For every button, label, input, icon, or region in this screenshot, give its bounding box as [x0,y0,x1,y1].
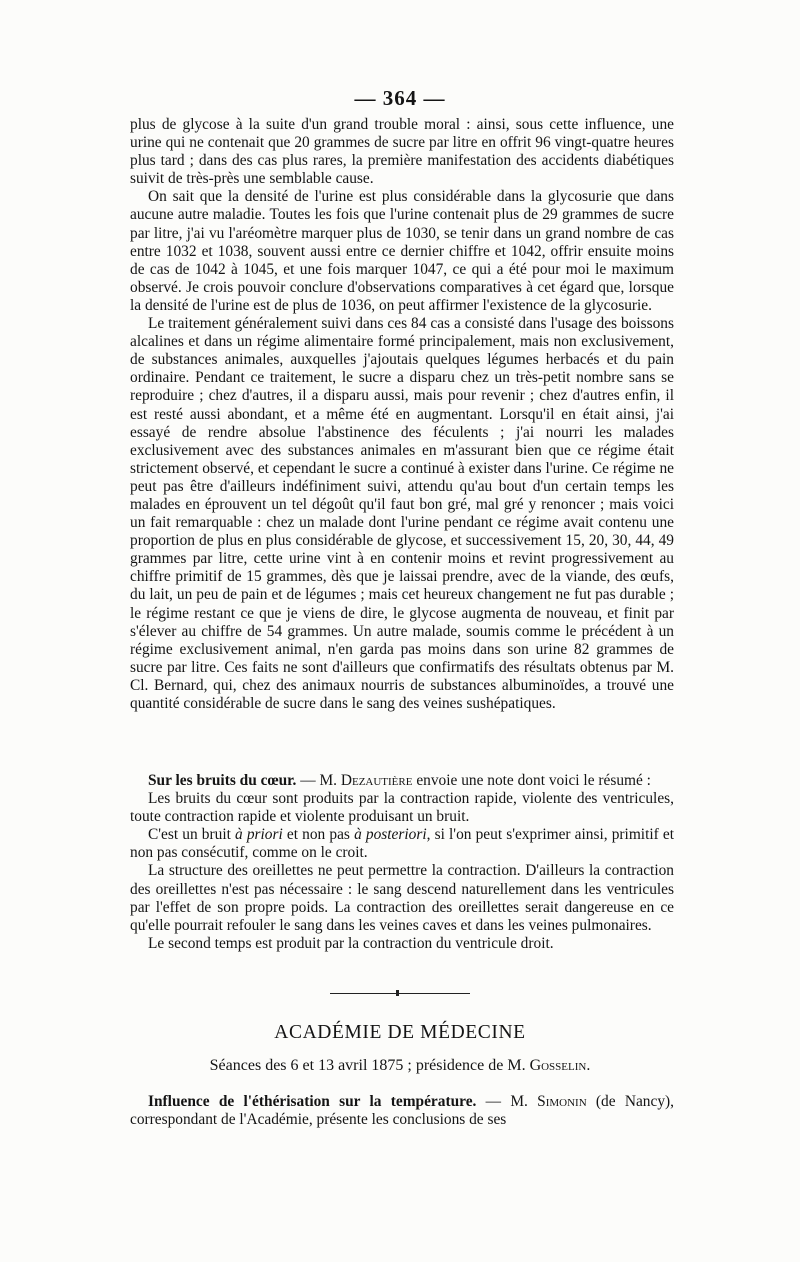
heart-sounds-paragraph-4: Le second temps est produit par la contraction du ventricule droit. [148,934,554,952]
section-divider-dot [396,990,399,996]
glycosurie-text-block [130,116,674,713]
heart-sounds-heading: Sur les bruits du cœur. [148,772,297,789]
heart-sounds-author: Dezautière [340,772,413,789]
paragraph-continuation: plus de glycose à la suite d'un grand trouble moral : ainsi, sous cette influence, une urine qui ne contenait que 20 grammes de sucre par litre en offrit 96 vingt-quatre heures plus tard ; dans des cas plus rares, la première manifestation des accidents diabétiques suivit de très-près une semblable cause. [130,116,674,188]
heart-sounds-section [130,772,674,953]
sessions-text: Séances des 6 et 13 avril 1875 ; présidence de M. [209,1057,530,1074]
heart-sounds-paragraph-1: Les bruits du cœur sont produits par la contraction rapide, violente des ventricules, toute contraction rapide et violente produisant un bruit. [130,790,674,826]
heart-sounds-heading-paragraph [130,772,674,790]
paragraph-treatment: Le traitement généralement suivi dans ces 84 cas a consisté dans l'usage des boissons alcalines et dans un régime alimentaire formé principalement, mais non exclusivement, de substances animales, auxquelles j'ajoutais quelques légumes herbacés et du pain ordinaire. Pendant ce traitement, le sucre a disparu chez un très-petit nombre sans se reproduire ; chez d'autres, il a disparu aussi, mais pour revenir ; chez d'autres enfin, il est resté aussi abondant, et a même été en augmentant. Lorsqu'il en était ainsi, j'ai essayé de rendre absolue l'abstinence des féculents ; j'ai nourri les malades exclusivement avec des substances animales en m'assurant bien que ce régime était strictement observé, et cependant le sucre a continué à exister dans l'urine. Ce régime ne peut pas être d'ailleurs indéfiniment suivi, attendu qu'au bout d'un certain temps les malades en éprouvent un tel dégoût qu'il faut bon gré, mal gré y renoncer ; mais voici un fait remarquable : chez un malade dont l'urine pendant ce régime avait contenu une proportion de plus en plus considérable de glycose, et successivement 15, 20, 30, 44, 49 grammes par litre, cette urine vint à en contenir moins et revint progressivement au chiffre primitif de 15 grammes, dès que je laissai prendre, avec de la viande, des œufs, du lait, un peu de pain et de légumes ; mais cet heureux changement ne fut pas durable ; le régime restant ce que je viens de dire, le glycose augmenta de nouveau, et finit par s'élever au chiffre de 54 grammes. Un autre malade, soumis comme le précédent à un régime exclusivement animal, n'en garda pas moins dans son urine 82 grammes de sucre par litre. Ces faits ne sont d'ailleurs que confirmatifs des résultats obtenus par M. Cl. Bernard, qui, chez des animaux nourris de substances albuminoïdes, a trouvé une quantité considérable de sucre dans le sang des veines sushépatiques. [130,315,674,712]
etherisation-heading-dash: — M. [476,1093,538,1110]
paragraph-urine-density: On sait que la densité de l'urine est plus considérable dans la glycosurie que dans aucune autre maladie. Toutes les fois que l'urine contenait plus de 29 grammes de sucre par litre, j'ai vu l'aréomètre marquer plus de 1030, se tenir dans un grand nombre de cas entre 1032 et 1038, souvent aussi entre ce dernier chiffre et 1042, offrir ensuite moins de cas de 1042 à 1045, et une fois marquer 1047, ce qui a été pour moi le maximum observé. Je crois pouvoir conclure d'observations comparatives à cet égard que, lorsque la densité de l'urine est de plus de 1036, on peut affirmer l'existence de la glycosurie. [130,188,674,314]
heart-sounds-heading-dash: — M. [296,772,341,789]
section-divider-rule [330,993,470,994]
etherisation-heading: Influence de l'éthérisation sur la température. [148,1093,477,1110]
etherisation-author: Simonin [537,1093,587,1110]
heart-sounds-paragraph-2: C'est un bruit à priori et non pas à posteriori, si l'on peut s'exprimer ainsi, primitif et non pas consécutif, comme on le croit. [130,826,675,862]
latin-phrase: à posteriori [354,826,427,844]
etherisation-paragraph [130,1093,674,1129]
sessions-end: . [586,1057,591,1074]
section-title: ACADÉMIE DE MÉDECINE [274,1022,526,1043]
latin-phrase: à priori [235,826,283,844]
heart-sounds-heading-tail: envoie une note dont voici le résumé : [412,772,651,789]
president-name: Gosselin [529,1057,587,1074]
heart-sounds-paragraph-3: La structure des oreillettes ne peut permettre la contraction. D'ailleurs la contraction des oreillettes n'est pas nécessaire : le sang descend naturellement dans les ventricules par l'effet de son propre poids. La contraction des oreillettes serait dangereuse en ce qu'elle pourrait refouler le sang dans les veines caves et dans les veines pulmonaires. [130,862,674,934]
page-number: — 364 — [354,86,446,110]
etherisation-section [130,1093,674,1129]
sessions-line [0,1057,800,1075]
etherisation-tail: (de Nancy), correspondant de l'Académie, présente les conclusions de ses [130,1093,674,1129]
